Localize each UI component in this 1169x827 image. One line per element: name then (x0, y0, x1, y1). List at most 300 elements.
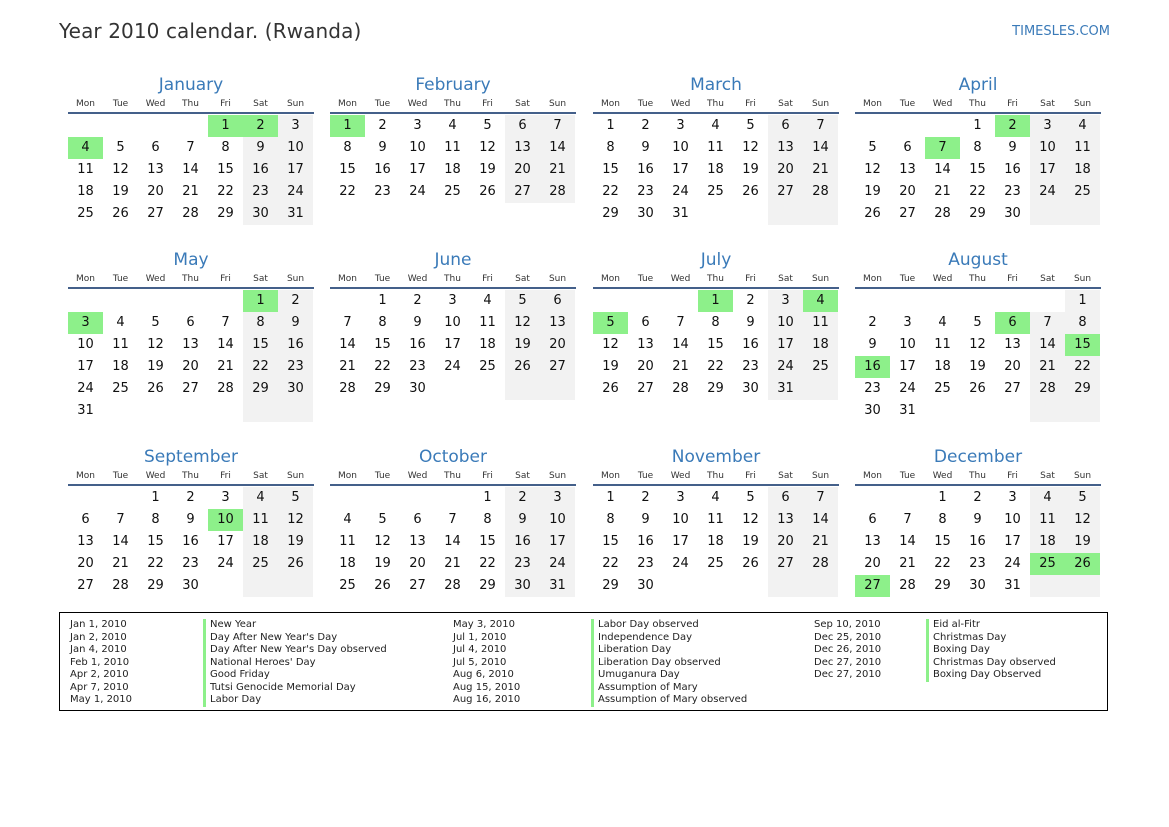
day-cell[interactable]: 18 (243, 531, 278, 553)
day-cell[interactable]: 16 (243, 159, 278, 181)
day-cell[interactable]: 22 (969, 184, 986, 199)
day-cell[interactable]: 8 (711, 315, 720, 330)
holiday-day-cell[interactable]: 5 (593, 312, 628, 334)
day-cell[interactable]: 4 (938, 315, 947, 330)
day-cell[interactable]: 8 (221, 140, 230, 155)
day-cell[interactable]: 6 (186, 315, 195, 330)
day-cell[interactable]: 9 (378, 140, 387, 155)
day-cell[interactable]: 10 (1030, 137, 1065, 159)
day-cell[interactable]: 25 (707, 184, 724, 199)
day-cell[interactable]: 18 (112, 359, 129, 374)
day-cell[interactable]: 3 (413, 118, 422, 133)
holiday-day-cell[interactable]: 1 (208, 115, 243, 137)
day-cell[interactable]: 1 (1065, 290, 1100, 312)
day-cell[interactable]: 25 (243, 553, 278, 575)
day-cell[interactable]: 28 (444, 578, 461, 593)
day-cell[interactable]: 20 (637, 359, 654, 374)
day-cell[interactable]: 26 (374, 578, 391, 593)
day-cell[interactable]: 15 (374, 337, 391, 352)
day-cell[interactable]: 16 (278, 334, 313, 356)
day-cell[interactable]: 22 (217, 184, 234, 199)
day-cell[interactable]: 19 (147, 359, 164, 374)
day-cell[interactable]: 5 (868, 140, 877, 155)
day-cell[interactable]: 12 (742, 140, 759, 155)
day-cell[interactable]: 23 (243, 181, 278, 203)
day-cell[interactable]: 8 (606, 512, 615, 527)
day-cell[interactable]: 21 (444, 556, 461, 571)
day-cell[interactable]: 17 (444, 337, 461, 352)
day-cell[interactable]: 14 (672, 337, 689, 352)
day-cell[interactable]: 9 (243, 137, 278, 159)
day-cell[interactable]: 19 (864, 184, 881, 199)
day-cell[interactable]: 14 (1030, 334, 1065, 356)
day-cell[interactable]: 26 (742, 556, 759, 571)
day-cell[interactable]: 24 (1030, 181, 1065, 203)
day-cell[interactable]: 29 (602, 206, 619, 221)
day-cell[interactable]: 13 (182, 337, 199, 352)
day-cell[interactable]: 1 (378, 293, 387, 308)
day-cell[interactable]: 16 (637, 162, 654, 177)
day-cell[interactable]: 3 (676, 118, 685, 133)
day-cell[interactable]: 6 (868, 512, 877, 527)
day-cell[interactable]: 7 (676, 315, 685, 330)
day-cell[interactable]: 27 (768, 553, 803, 575)
holiday-day-cell[interactable]: 15 (1065, 334, 1100, 356)
day-cell[interactable]: 17 (278, 159, 313, 181)
day-cell[interactable]: 10 (409, 140, 426, 155)
day-cell[interactable]: 15 (602, 162, 619, 177)
day-cell[interactable]: 21 (803, 531, 838, 553)
day-cell[interactable]: 27 (637, 381, 654, 396)
day-cell[interactable]: 24 (899, 381, 916, 396)
day-cell[interactable]: 20 (77, 556, 94, 571)
day-cell[interactable]: 3 (448, 293, 457, 308)
day-cell[interactable]: 29 (243, 378, 278, 400)
day-cell[interactable]: 15 (479, 534, 496, 549)
day-cell[interactable]: 17 (217, 534, 234, 549)
holiday-day-cell[interactable]: 26 (1065, 553, 1100, 575)
day-cell[interactable]: 17 (1004, 534, 1021, 549)
day-cell[interactable]: 18 (479, 337, 496, 352)
day-cell[interactable]: 7 (448, 512, 457, 527)
day-cell[interactable]: 30 (278, 378, 313, 400)
day-cell[interactable]: 18 (444, 162, 461, 177)
day-cell[interactable]: 27 (77, 578, 94, 593)
day-cell[interactable]: 28 (803, 553, 838, 575)
day-cell[interactable]: 22 (374, 359, 391, 374)
day-cell[interactable]: 15 (602, 534, 619, 549)
day-cell[interactable]: 30 (969, 578, 986, 593)
day-cell[interactable]: 3 (540, 487, 575, 509)
day-cell[interactable]: 6 (151, 140, 160, 155)
day-cell[interactable]: 22 (1065, 356, 1100, 378)
day-cell[interactable]: 8 (973, 140, 982, 155)
day-cell[interactable]: 16 (182, 534, 199, 549)
day-cell[interactable]: 4 (448, 118, 457, 133)
day-cell[interactable]: 24 (409, 184, 426, 199)
day-cell[interactable]: 13 (768, 509, 803, 531)
day-cell[interactable]: 5 (505, 290, 540, 312)
site-link[interactable]: TIMESLES.COM (1012, 24, 1110, 39)
day-cell[interactable]: 14 (217, 337, 234, 352)
day-cell[interactable]: 9 (868, 337, 877, 352)
day-cell[interactable]: 7 (343, 315, 352, 330)
day-cell[interactable]: 24 (444, 359, 461, 374)
day-cell[interactable]: 25 (339, 578, 356, 593)
day-cell[interactable]: 26 (969, 381, 986, 396)
day-cell[interactable]: 11 (803, 312, 838, 334)
day-cell[interactable]: 9 (186, 512, 195, 527)
day-cell[interactable]: 12 (742, 512, 759, 527)
day-cell[interactable]: 24 (672, 184, 689, 199)
day-cell[interactable]: 19 (505, 334, 540, 356)
day-cell[interactable]: 9 (746, 315, 755, 330)
day-cell[interactable]: 21 (899, 556, 916, 571)
day-cell[interactable]: 10 (768, 312, 803, 334)
day-cell[interactable]: 2 (641, 118, 650, 133)
day-cell[interactable]: 30 (637, 578, 654, 593)
day-cell[interactable]: 5 (746, 490, 755, 505)
day-cell[interactable]: 10 (278, 137, 313, 159)
day-cell[interactable]: 29 (602, 578, 619, 593)
day-cell[interactable]: 29 (934, 578, 951, 593)
holiday-day-cell[interactable]: 4 (803, 290, 838, 312)
day-cell[interactable]: 9 (973, 512, 982, 527)
day-cell[interactable]: 26 (112, 206, 129, 221)
day-cell[interactable]: 12 (278, 509, 313, 531)
day-cell[interactable]: 13 (505, 137, 540, 159)
day-cell[interactable]: 13 (637, 337, 654, 352)
day-cell[interactable]: 9 (413, 315, 422, 330)
day-cell[interactable]: 2 (278, 290, 313, 312)
day-cell[interactable]: 23 (637, 184, 654, 199)
day-cell[interactable]: 6 (413, 512, 422, 527)
day-cell[interactable]: 9 (1008, 140, 1017, 155)
day-cell[interactable]: 16 (409, 337, 426, 352)
day-cell[interactable]: 2 (746, 293, 755, 308)
day-cell[interactable]: 28 (899, 578, 916, 593)
holiday-day-cell[interactable]: 2 (995, 115, 1030, 137)
day-cell[interactable]: 27 (540, 356, 575, 378)
day-cell[interactable]: 20 (1004, 359, 1021, 374)
day-cell[interactable]: 4 (116, 315, 125, 330)
day-cell[interactable]: 5 (278, 487, 313, 509)
day-cell[interactable]: 14 (444, 534, 461, 549)
day-cell[interactable]: 22 (479, 556, 496, 571)
day-cell[interactable]: 29 (479, 578, 496, 593)
day-cell[interactable]: 19 (374, 556, 391, 571)
day-cell[interactable]: 26 (505, 356, 540, 378)
day-cell[interactable]: 20 (540, 334, 575, 356)
day-cell[interactable]: 26 (479, 184, 496, 199)
day-cell[interactable]: 21 (339, 359, 356, 374)
day-cell[interactable]: 20 (768, 531, 803, 553)
day-cell[interactable]: 27 (899, 206, 916, 221)
day-cell[interactable]: 30 (637, 206, 654, 221)
day-cell[interactable]: 23 (637, 556, 654, 571)
day-cell[interactable]: 22 (243, 356, 278, 378)
day-cell[interactable]: 28 (182, 206, 199, 221)
day-cell[interactable]: 29 (217, 206, 234, 221)
day-cell[interactable]: 1 (151, 490, 160, 505)
day-cell[interactable]: 12 (602, 337, 619, 352)
day-cell[interactable]: 26 (742, 184, 759, 199)
day-cell[interactable]: 14 (339, 337, 356, 352)
day-cell[interactable]: 27 (1004, 381, 1021, 396)
holiday-day-cell[interactable]: 2 (243, 115, 278, 137)
day-cell[interactable]: 11 (479, 315, 496, 330)
day-cell[interactable]: 10 (1004, 512, 1021, 527)
day-cell[interactable]: 8 (483, 512, 492, 527)
day-cell[interactable]: 17 (768, 334, 803, 356)
day-cell[interactable]: 5 (483, 118, 492, 133)
day-cell[interactable]: 5 (116, 140, 125, 155)
day-cell[interactable]: 19 (479, 162, 496, 177)
day-cell[interactable]: 15 (147, 534, 164, 549)
day-cell[interactable]: 24 (77, 381, 94, 396)
day-cell[interactable]: 14 (112, 534, 129, 549)
day-cell[interactable]: 25 (479, 359, 496, 374)
holiday-day-cell[interactable]: 7 (925, 137, 960, 159)
day-cell[interactable]: 9 (641, 140, 650, 155)
holiday-day-cell[interactable]: 1 (330, 115, 365, 137)
day-cell[interactable]: 13 (899, 162, 916, 177)
day-cell[interactable]: 19 (742, 162, 759, 177)
day-cell[interactable]: 30 (182, 578, 199, 593)
day-cell[interactable]: 2 (641, 490, 650, 505)
day-cell[interactable]: 4 (1030, 487, 1065, 509)
day-cell[interactable]: 11 (77, 162, 94, 177)
day-cell[interactable]: 20 (864, 556, 881, 571)
holiday-day-cell[interactable]: 25 (1030, 553, 1065, 575)
day-cell[interactable]: 23 (505, 553, 540, 575)
day-cell[interactable]: 16 (1004, 162, 1021, 177)
day-cell[interactable]: 3 (221, 490, 230, 505)
holiday-day-cell[interactable]: 1 (698, 290, 733, 312)
day-cell[interactable]: 27 (768, 181, 803, 203)
day-cell[interactable]: 2 (505, 487, 540, 509)
day-cell[interactable]: 11 (112, 337, 129, 352)
day-cell[interactable]: 4 (711, 490, 720, 505)
day-cell[interactable]: 26 (147, 381, 164, 396)
day-cell[interactable]: 12 (505, 312, 540, 334)
day-cell[interactable]: 11 (1065, 137, 1100, 159)
day-cell[interactable]: 7 (903, 512, 912, 527)
day-cell[interactable]: 18 (934, 359, 951, 374)
day-cell[interactable]: 28 (803, 181, 838, 203)
day-cell[interactable]: 20 (768, 159, 803, 181)
day-cell[interactable]: 8 (1065, 312, 1100, 334)
day-cell[interactable]: 18 (1030, 531, 1065, 553)
day-cell[interactable]: 6 (768, 487, 803, 509)
day-cell[interactable]: 11 (707, 140, 724, 155)
day-cell[interactable]: 11 (444, 140, 461, 155)
day-cell[interactable]: 25 (934, 381, 951, 396)
day-cell[interactable]: 10 (77, 337, 94, 352)
day-cell[interactable]: 18 (707, 162, 724, 177)
day-cell[interactable]: 5 (1065, 487, 1100, 509)
day-cell[interactable]: 13 (768, 137, 803, 159)
day-cell[interactable]: 6 (505, 115, 540, 137)
day-cell[interactable]: 18 (707, 534, 724, 549)
day-cell[interactable]: 15 (217, 162, 234, 177)
day-cell[interactable]: 5 (151, 315, 160, 330)
day-cell[interactable]: 19 (278, 531, 313, 553)
day-cell[interactable]: 13 (1004, 337, 1021, 352)
day-cell[interactable]: 2 (868, 315, 877, 330)
day-cell[interactable]: 31 (540, 575, 575, 597)
day-cell[interactable]: 23 (742, 359, 759, 374)
day-cell[interactable]: 31 (1004, 578, 1021, 593)
day-cell[interactable]: 2 (413, 293, 422, 308)
day-cell[interactable]: 22 (147, 556, 164, 571)
day-cell[interactable]: 11 (1030, 509, 1065, 531)
day-cell[interactable]: 14 (182, 162, 199, 177)
day-cell[interactable]: 7 (186, 140, 195, 155)
day-cell[interactable]: 8 (938, 512, 947, 527)
day-cell[interactable]: 12 (969, 337, 986, 352)
day-cell[interactable]: 26 (864, 206, 881, 221)
day-cell[interactable]: 22 (339, 184, 356, 199)
day-cell[interactable]: 6 (768, 115, 803, 137)
day-cell[interactable]: 24 (768, 356, 803, 378)
day-cell[interactable]: 16 (505, 531, 540, 553)
day-cell[interactable]: 20 (182, 359, 199, 374)
day-cell[interactable]: 18 (1065, 159, 1100, 181)
day-cell[interactable]: 11 (707, 512, 724, 527)
day-cell[interactable]: 31 (899, 403, 916, 418)
day-cell[interactable]: 24 (217, 556, 234, 571)
day-cell[interactable]: 19 (742, 534, 759, 549)
day-cell[interactable]: 13 (864, 534, 881, 549)
day-cell[interactable]: 22 (934, 556, 951, 571)
day-cell[interactable]: 25 (444, 184, 461, 199)
day-cell[interactable]: 10 (672, 512, 689, 527)
day-cell[interactable]: 25 (707, 556, 724, 571)
day-cell[interactable]: 9 (641, 512, 650, 527)
day-cell[interactable]: 7 (116, 512, 125, 527)
day-cell[interactable]: 23 (374, 184, 391, 199)
day-cell[interactable]: 31 (768, 378, 803, 400)
day-cell[interactable]: 5 (378, 512, 387, 527)
day-cell[interactable]: 16 (637, 534, 654, 549)
day-cell[interactable]: 28 (1030, 378, 1065, 400)
day-cell[interactable]: 30 (864, 403, 881, 418)
holiday-day-cell[interactable]: 4 (68, 137, 103, 159)
day-cell[interactable]: 21 (803, 159, 838, 181)
day-cell[interactable]: 9 (278, 312, 313, 334)
day-cell[interactable]: 18 (339, 556, 356, 571)
day-cell[interactable]: 13 (147, 162, 164, 177)
day-cell[interactable]: 20 (505, 159, 540, 181)
day-cell[interactable]: 7 (803, 115, 838, 137)
day-cell[interactable]: 4 (711, 118, 720, 133)
day-cell[interactable]: 8 (606, 140, 615, 155)
day-cell[interactable]: 29 (374, 381, 391, 396)
day-cell[interactable]: 25 (77, 206, 94, 221)
day-cell[interactable]: 18 (803, 334, 838, 356)
day-cell[interactable]: 14 (803, 509, 838, 531)
day-cell[interactable]: 9 (505, 509, 540, 531)
day-cell[interactable]: 25 (112, 381, 129, 396)
day-cell[interactable]: 23 (864, 381, 881, 396)
day-cell[interactable]: 28 (540, 181, 575, 203)
day-cell[interactable]: 3 (768, 290, 803, 312)
day-cell[interactable]: 28 (672, 381, 689, 396)
day-cell[interactable]: 3 (1008, 490, 1017, 505)
day-cell[interactable]: 16 (742, 337, 759, 352)
day-cell[interactable]: 4 (243, 487, 278, 509)
day-cell[interactable]: 22 (707, 359, 724, 374)
day-cell[interactable]: 15 (243, 334, 278, 356)
day-cell[interactable]: 24 (672, 556, 689, 571)
day-cell[interactable]: 5 (746, 118, 755, 133)
day-cell[interactable]: 17 (672, 534, 689, 549)
day-cell[interactable]: 4 (343, 512, 352, 527)
day-cell[interactable]: 17 (899, 359, 916, 374)
day-cell[interactable]: 10 (540, 509, 575, 531)
day-cell[interactable]: 6 (81, 512, 90, 527)
day-cell[interactable]: 10 (899, 337, 916, 352)
day-cell[interactable]: 29 (147, 578, 164, 593)
day-cell[interactable]: 20 (409, 556, 426, 571)
day-cell[interactable]: 6 (641, 315, 650, 330)
day-cell[interactable]: 28 (934, 206, 951, 221)
day-cell[interactable]: 24 (278, 181, 313, 203)
day-cell[interactable]: 26 (278, 553, 313, 575)
day-cell[interactable]: 21 (672, 359, 689, 374)
day-cell[interactable]: 21 (217, 359, 234, 374)
day-cell[interactable]: 23 (278, 356, 313, 378)
day-cell[interactable]: 3 (903, 315, 912, 330)
holiday-day-cell[interactable]: 3 (68, 312, 103, 334)
day-cell[interactable]: 31 (278, 203, 313, 225)
day-cell[interactable]: 27 (505, 181, 540, 203)
day-cell[interactable]: 31 (672, 206, 689, 221)
day-cell[interactable]: 28 (339, 381, 356, 396)
day-cell[interactable]: 22 (602, 556, 619, 571)
holiday-day-cell[interactable]: 27 (855, 575, 890, 597)
holiday-day-cell[interactable]: 10 (208, 509, 243, 531)
day-cell[interactable]: 23 (182, 556, 199, 571)
day-cell[interactable]: 23 (409, 359, 426, 374)
day-cell[interactable]: 13 (77, 534, 94, 549)
day-cell[interactable]: 7 (803, 487, 838, 509)
day-cell[interactable]: 14 (899, 534, 916, 549)
day-cell[interactable]: 19 (602, 359, 619, 374)
day-cell[interactable]: 29 (1065, 378, 1100, 400)
day-cell[interactable]: 1 (973, 118, 982, 133)
day-cell[interactable]: 13 (540, 312, 575, 334)
day-cell[interactable]: 7 (221, 315, 230, 330)
holiday-day-cell[interactable]: 6 (995, 312, 1030, 334)
day-cell[interactable]: 21 (112, 556, 129, 571)
day-cell[interactable]: 1 (606, 490, 615, 505)
day-cell[interactable]: 23 (969, 556, 986, 571)
day-cell[interactable]: 21 (182, 184, 199, 199)
day-cell[interactable]: 11 (339, 534, 356, 549)
day-cell[interactable]: 24 (1004, 556, 1021, 571)
day-cell[interactable]: 31 (77, 403, 94, 418)
day-cell[interactable]: 13 (409, 534, 426, 549)
day-cell[interactable]: 2 (378, 118, 387, 133)
day-cell[interactable]: 14 (540, 137, 575, 159)
day-cell[interactable]: 15 (707, 337, 724, 352)
day-cell[interactable]: 20 (147, 184, 164, 199)
holiday-day-cell[interactable]: 1 (243, 290, 278, 312)
day-cell[interactable]: 3 (1030, 115, 1065, 137)
day-cell[interactable]: 6 (903, 140, 912, 155)
